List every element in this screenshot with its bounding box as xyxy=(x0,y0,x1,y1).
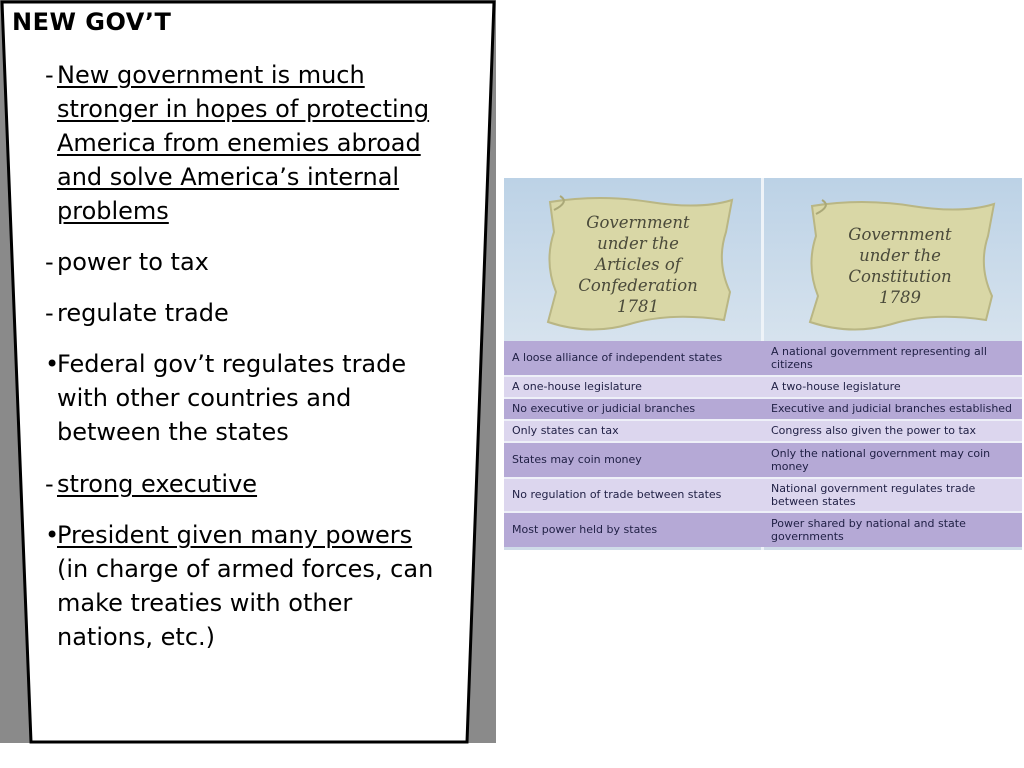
president-powers-underlined: President given many powers xyxy=(57,521,413,549)
scroll-banner-constitution: Government under the Constitution 1789 xyxy=(802,196,998,332)
scroll-banner-articles: Government under the Articles of Confederation 1781 xyxy=(540,192,736,334)
note-item-federal-trade: • Federal gov’t regulates trade with other countries and between the states xyxy=(45,350,407,446)
table-row: Only states can tax Congress also given the power to tax xyxy=(504,421,1022,441)
note-item-power-to-tax: - power to tax xyxy=(45,248,209,276)
note-item-strong-executive: - strong executive xyxy=(45,470,258,498)
comparison-rows xyxy=(504,341,1022,547)
comparison-table-image xyxy=(504,178,1022,550)
table-row: A one-house legislature A two-house legislature xyxy=(504,377,1022,397)
table-row: No executive or judicial branches Executive and judicial branches established xyxy=(504,399,1022,419)
notes-panel xyxy=(0,0,500,745)
note-item-regulate-trade: - regulate trade xyxy=(45,299,229,327)
note-item-stronger-government: - New government is much stronger in hopes of protecting America from enemies abroad and solve America’s internal problems xyxy=(45,61,430,225)
president-powers-detail: (in charge of armed forces, can make treaties with other nations, etc.) xyxy=(57,555,434,651)
table-row: States may coin money Only the national government may coin money xyxy=(504,443,1022,477)
notes-heading: NEW GOV’T xyxy=(12,8,172,36)
table-row: No regulation of trade between states National government regulates trade between states xyxy=(504,479,1022,511)
note-item-president-powers: • President given many powers (in charge of armed forces, can make treaties with other nations, etc.) xyxy=(45,521,434,651)
table-row: A loose alliance of independent states A national government representing all citizens xyxy=(504,341,1022,375)
table-row: Most power held by states Power shared by national and state governments xyxy=(504,513,1022,547)
